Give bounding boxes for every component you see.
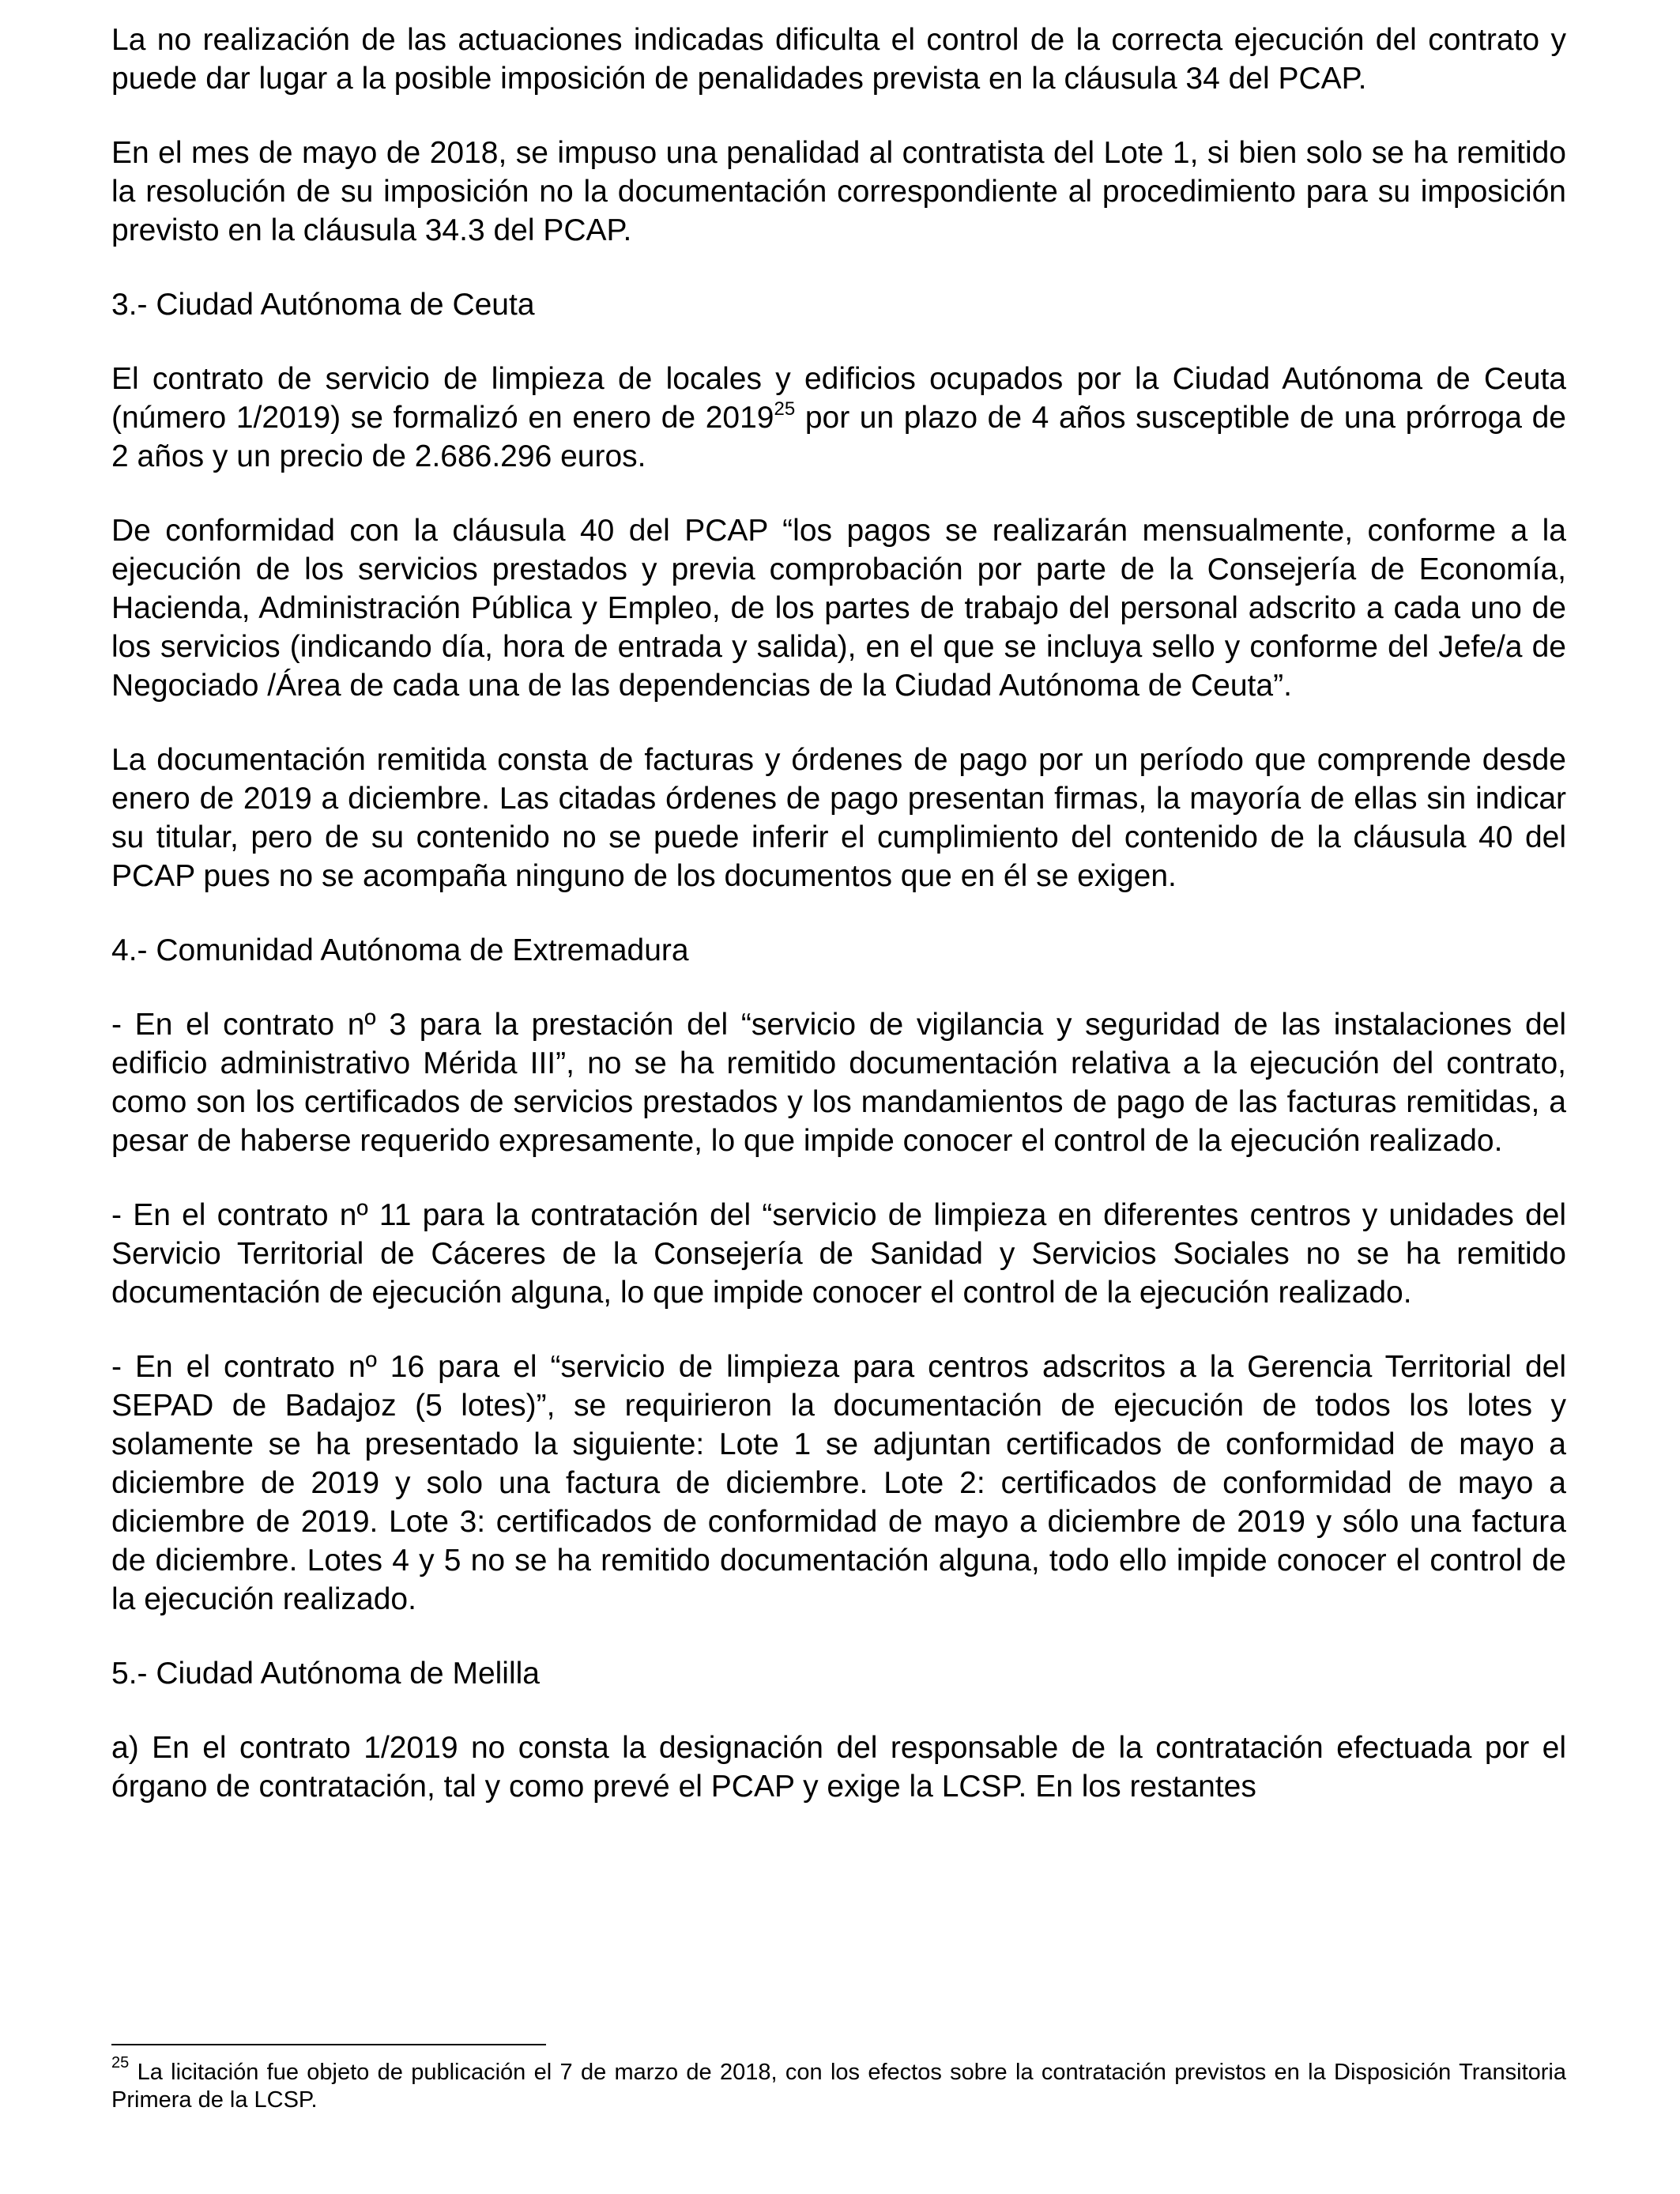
section-heading-ceuta: 3.- Ciudad Autónoma de Ceuta <box>111 288 535 322</box>
footnote <box>111 2054 1566 2114</box>
paragraph-contrato-16: - En el contrato nº 16 para el “servicio de limpieza para centros adscritos a la Gerencia Territorial del SEPAD de Badajoz (5 lotes)”, se requirieron la documentación de ejecución de todos los lotes y solamente se ha presentado la siguiente: Lote 1 se adjuntan certificados de conformidad de mayo a diciembre de 2019 y solo una factura de diciembre. Lote 2: certificados de conformidad de mayo a diciembre de 2019. Lote 3: certificados de conformidad de mayo a diciembre de 2019 y sólo una factura de diciembre. Lotes 4 y 5 no se ha remitido documentación alguna, todo ello impide conocer el control de la ejecución realizado. <box>111 1350 1566 1616</box>
paragraph-penalidades: La no realización de las actuaciones indicadas dificulta el control de la correcta ejecución del contrato y puede dar lugar a la posible imposición de penalidades prevista en la cláusula 34 del PCAP. <box>111 23 1566 96</box>
paragraph-contrato-ceuta-text-end: por un plazo de 4 años susceptible de una prórroga de 2 años y un precio de 2.686.296 euros. <box>111 401 1566 473</box>
footnote-divider <box>111 2044 546 2045</box>
document-body <box>111 21 1566 1842</box>
paragraph-documentacion-remitida: La documentación remitida consta de facturas y órdenes de pago por un período que comprende desde enero de 2019 a diciembre. Las citadas órdenes de pago presentan firmas, la mayoría de ellas sin indicar su titular, pero de su contenido no se puede inferir el cumplimiento del contenido de la cláusula 40 del PCAP pues no se acompaña ninguno de los documentos que en él se exigen. <box>111 743 1566 893</box>
footnote-text: La licitación fue objeto de publicación el 7 de marzo de 2018, con los efectos sobre la contratación previstos en la Disposición Transitoria Primera de la LCSP. <box>111 2060 1566 2113</box>
section-heading-melilla: 5.- Ciudad Autónoma de Melilla <box>111 1657 540 1691</box>
paragraph-contrato-ceuta-text: El contrato de servicio de limpieza de locales y edificios ocupados por la Ciudad Autónoma de Ceuta (número 1/2019) se formalizó en enero de 2019 <box>111 362 1566 435</box>
paragraph-penalidad-lote1: En el mes de mayo de 2018, se impuso una penalidad al contratista del Lote 1, si bien solo se ha remitido la resolución de su imposición no la documentación correspondiente al procedimiento para su imposición previsto en la cláusula 34.3 del PCAP. <box>111 136 1566 247</box>
paragraph-contrato-melilla: a) En el contrato 1/2019 no consta la designación del responsable de la contratación efectuada por el órgano de contratación, tal y como prevé el PCAP y exige la LCSP. En los restantes <box>111 1731 1566 1804</box>
paragraph-contrato-11: - En el contrato nº 11 para la contratación del “servicio de limpieza en diferentes centros y unidades del Servicio Territorial de Cáceres de la Consejería de Sanidad y Servicios Sociales no se ha remitido documentación de ejecución alguna, lo que impide conocer el control de la ejecución realizado. <box>111 1198 1566 1310</box>
paragraph-contrato-ceuta <box>111 360 1566 476</box>
footnote-reference: 25 <box>774 398 796 420</box>
paragraph-contrato-3: - En el contrato nº 3 para la prestación del “servicio de vigilancia y seguridad de las instalaciones del edificio administrativo Mérida III”, no se ha remitido documentación relativa a la ejecución del contrato, como son los certificados de servicios prestados y los mandamientos de pago de las facturas remitidas, a pesar de haberse requerido expresamente, lo que impide conocer el control de la ejecución realizado. <box>111 1008 1566 1158</box>
section-heading-extremadura: 4.- Comunidad Autónoma de Extremadura <box>111 933 689 967</box>
paragraph-clausula-40: De conformidad con la cláusula 40 del PCAP “los pagos se realizarán mensualmente, conforme a la ejecución de los servicios prestados y previa comprobación por parte de la Consejería de Economía, Hacienda, Administración Pública y Empleo, de los partes de trabajo del personal adscrito a cada uno de los servicios (indicando día, hora de entrada y salida), en el que se incluya sello y conforme del Jefe/a de Negociado /Área de cada una de las dependencias de la Ciudad Autónoma de Ceuta”. <box>111 514 1566 703</box>
footnote-number: 25 <box>111 2054 130 2072</box>
